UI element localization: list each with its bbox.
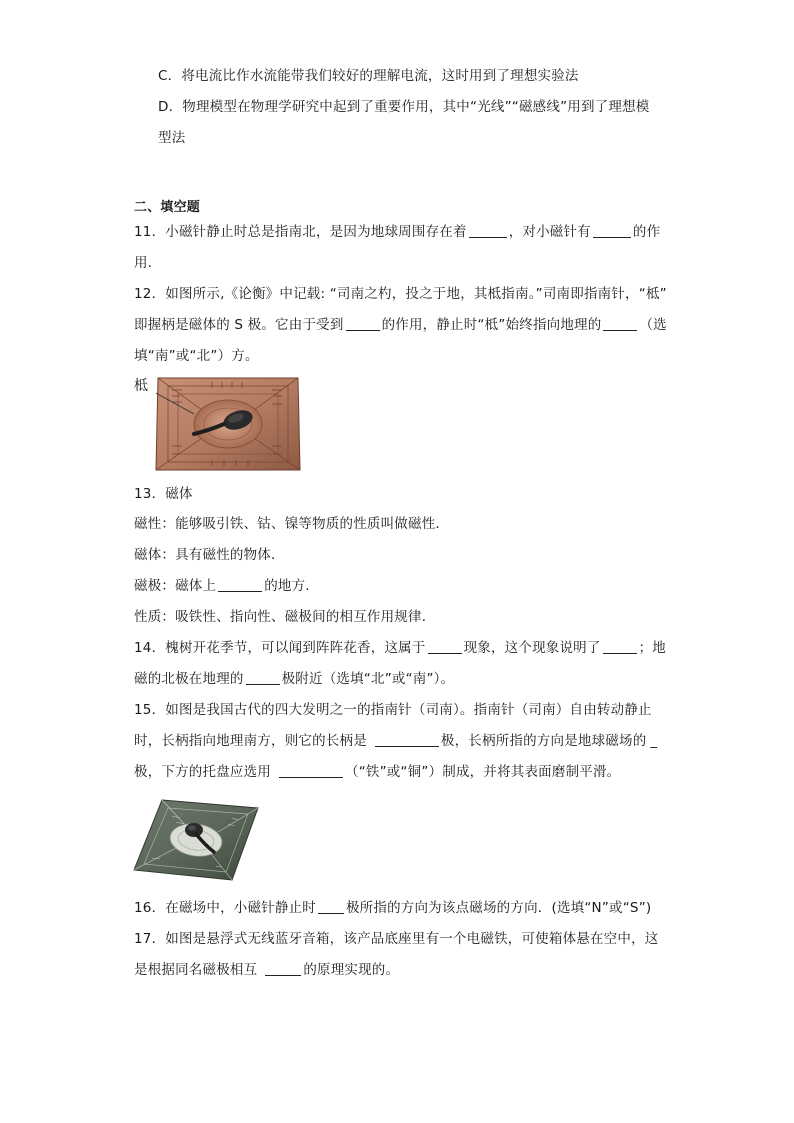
handle-label: 柢 [134, 378, 149, 394]
q14-text-e: 极附近（选填“北”或“南”）。 [281, 671, 455, 687]
q14-text-d: 磁的北极在地理的 [134, 671, 244, 687]
choice-d-line1: D．物理模型在物理学研究中起到了重要作用，其中“光线”“磁感线”用到了理想模 [158, 99, 650, 115]
q14-blank-2[interactable] [603, 639, 637, 654]
q14-text-b: 现象，这个现象说明了 [463, 640, 601, 656]
q13-blank-1[interactable] [218, 577, 262, 592]
q14-text-a: 14．槐树开花季节，可以闻到阵阵花香，这属于 [134, 640, 426, 656]
sinan-figure-2 [132, 796, 260, 882]
q15-text-b: 极，长柄所指的方向是地球磁场的 [440, 733, 647, 749]
q11-blank-1[interactable] [469, 223, 507, 238]
q15-text-a: 时，长柄指向地理南方，则它的长柄是 [134, 733, 367, 749]
q12-text-a: 即握柄是磁体的 S 极。它由于受到 [134, 317, 344, 333]
q15-text-e: （“铁”或“铜”）制成，并将其表面磨制平滑。 [345, 764, 621, 780]
q15-text-c: _ [650, 733, 658, 749]
question-13-line3 [134, 576, 319, 596]
question-14-line1 [134, 638, 666, 658]
q17-text-a: 是根据同名磁极相互 [134, 962, 258, 978]
question-12-line3: 填“南”或“北”）方。 [134, 348, 259, 364]
q11-text-c: 的作 [632, 224, 661, 240]
question-13-line4: 性质：吸铁性、指向性、磁极间的相互作用规律． [134, 609, 436, 625]
q11-text-b: ，对小磁针有 [508, 224, 591, 240]
q17-text-b: 的原理实现的。 [303, 962, 400, 978]
q14-blank-1[interactable] [428, 639, 462, 654]
q16-text-a: 16．在磁场中，小磁针静止时 [134, 900, 316, 916]
q12-blank-2[interactable] [603, 316, 637, 331]
question-15-line1: 15．如图是我国古代的四大发明之一的指南针（司南）。指南针（司南）自由转动静止 [134, 702, 652, 718]
q15-blank-1[interactable] [375, 732, 439, 747]
question-15-line2 [134, 731, 657, 751]
question-11-line1 [134, 222, 660, 242]
q15-blank-2[interactable] [279, 763, 343, 778]
question-17-line1: 17．如图是悬浮式无线蓝牙音箱，该产品底座里有一个电磁铁，可使箱体悬在空中，这 [134, 931, 659, 947]
question-12-line1: 12．如图所示,《论衡》中记载: “司南之杓，投之于地，其柢指南。”司南即指南针，“柢” [134, 286, 667, 302]
q12-text-c: （选 [639, 317, 667, 333]
q11-text-a: 11．小磁针静止时总是指南北，是因为地球周围存在着 [134, 224, 467, 240]
question-14-line2 [134, 669, 454, 689]
choice-c: C．将电流比作水流能带我们较好的理解电流，这时用到了理想实验法 [158, 68, 579, 84]
q14-blank-3[interactable] [246, 670, 280, 685]
q16-blank-1[interactable] [318, 899, 344, 914]
q14-text-c: ；地 [638, 640, 666, 656]
q16-text-b: 极所指的方向为该点磁场的方向．(选填“N”或“S”) [345, 900, 652, 916]
question-16 [134, 898, 651, 918]
question-13-title: 13．磁体 [134, 486, 193, 502]
q17-blank-1[interactable] [265, 961, 301, 976]
q12-text-b: 的作用，静止时“柢”始终指向地理的 [381, 317, 602, 333]
section-title: 二、填空题 [134, 200, 201, 215]
q13-text-b: 的地方． [264, 578, 320, 594]
q13-text-a: 磁极：磁体上 [134, 578, 217, 594]
q12-blank-1[interactable] [346, 316, 380, 331]
question-17-line2 [134, 960, 399, 980]
sinan-figure-1 [132, 374, 302, 472]
question-12-line2 [134, 315, 667, 335]
q11-blank-2[interactable] [593, 223, 631, 238]
question-13-line2: 磁体：具有磁性的物体． [134, 547, 285, 563]
question-13-line1: 磁性：能够吸引铁、钴、镍等物质的性质叫做磁性． [134, 516, 450, 532]
choice-d-line2: 型法 [158, 130, 186, 146]
question-15-line3 [134, 762, 620, 782]
question-11-line2: 用． [134, 255, 162, 271]
q15-text-d: 极，下方的托盘应选用 [134, 764, 271, 780]
